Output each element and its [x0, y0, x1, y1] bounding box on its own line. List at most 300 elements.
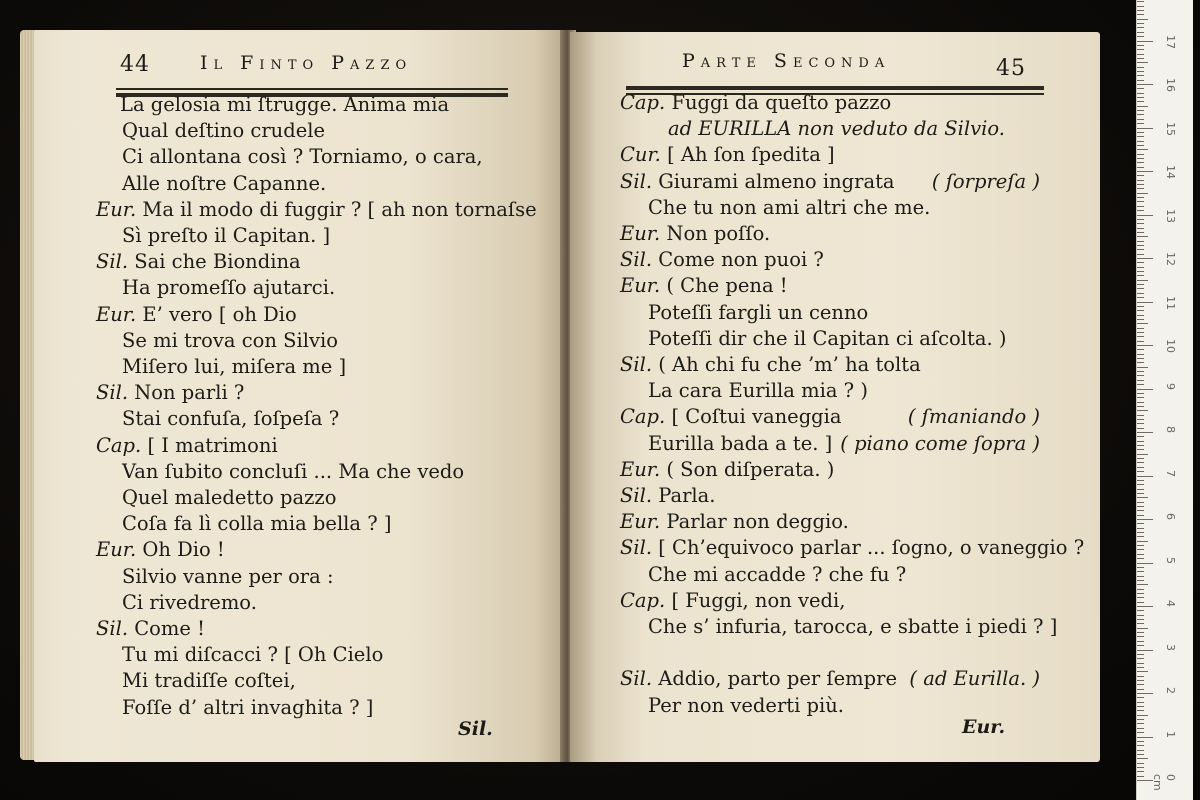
text-line — [96, 197, 537, 223]
ruler-tick — [1137, 389, 1153, 390]
text-line — [122, 695, 373, 721]
text-line — [620, 483, 716, 509]
ruler-tick — [1137, 80, 1144, 81]
verse-text: ( Che pena ! — [666, 274, 788, 298]
ruler-tick — [1137, 589, 1144, 590]
ruler-tick — [1137, 497, 1148, 498]
ruler-tick — [1137, 676, 1144, 677]
ruler-tick — [1137, 6, 1144, 7]
text-line — [122, 354, 346, 380]
ruler-tick — [1137, 758, 1148, 759]
ruler-tick — [1137, 719, 1144, 720]
ruler-tick — [1137, 619, 1144, 620]
speaker-label: Eur. — [620, 222, 667, 245]
text-line — [620, 169, 895, 195]
text-line — [122, 406, 339, 432]
header-rule-thin — [116, 88, 508, 90]
ruler-tick — [1137, 75, 1144, 76]
ruler-label: 5 — [1164, 556, 1177, 564]
ruler-tick — [1137, 219, 1144, 220]
speaker-label: Sil. — [96, 250, 135, 274]
ruler-tick — [1137, 510, 1144, 511]
text-line — [122, 564, 334, 590]
right-page-number: 45 — [996, 56, 1026, 81]
text-line — [120, 92, 449, 118]
text-line — [620, 221, 770, 247]
text-line — [620, 457, 834, 483]
text-line — [96, 380, 244, 406]
text-line — [620, 273, 788, 299]
ruler-tick — [1137, 506, 1144, 507]
verse-text: Addio, parto per ſempre — [658, 667, 897, 691]
right-page-header — [570, 46, 1100, 86]
verse-text: [ Fuggi, non vedi, — [671, 588, 846, 612]
ruler-tick — [1137, 41, 1153, 42]
text-line — [122, 511, 392, 537]
ruler-tick — [1137, 415, 1144, 416]
ruler-tick — [1137, 101, 1144, 102]
verse-text: Tu mi diſcacci ? [ Oh Cielo — [122, 643, 384, 667]
ruler-tick — [1137, 336, 1144, 337]
ruler-tick — [1137, 175, 1144, 176]
text-line — [122, 144, 483, 170]
ruler-tick — [1137, 449, 1144, 450]
ruler-tick — [1137, 145, 1144, 146]
ruler-tick — [1137, 19, 1148, 20]
speaker-label: Sil. — [620, 667, 659, 691]
ruler-tick — [1137, 697, 1144, 698]
ruler-tick — [1137, 458, 1144, 459]
ruler-tick — [1137, 297, 1144, 298]
verse-text: E’ vero [ oh Dio — [142, 302, 297, 326]
ruler-tick — [1137, 502, 1144, 503]
ruler-tick — [1137, 158, 1144, 159]
verse-text: Ci rivedremo. — [122, 590, 257, 614]
ruler-tick — [1137, 36, 1144, 37]
ruler-tick — [1137, 288, 1144, 289]
verse-text: Poteſſi dir che il Capitan ci aſcolta. ) — [648, 326, 1007, 350]
ruler-tick — [1137, 454, 1148, 455]
verse-text: La cara Eurilla mia ? ) — [648, 379, 868, 403]
ruler-tick — [1137, 10, 1144, 11]
verse-text: Se mi trova con Silvio — [122, 328, 339, 352]
ruler-tick — [1137, 667, 1144, 668]
right-page — [570, 32, 1100, 762]
ruler-tick — [1137, 554, 1144, 555]
text-line — [620, 404, 842, 430]
ruler-label: 11 — [1164, 295, 1177, 310]
ruler-label: 16 — [1164, 78, 1177, 92]
ruler-tick — [1137, 723, 1144, 724]
ruler-tick — [1137, 576, 1144, 577]
ruler-tick — [1137, 419, 1144, 420]
speaker-label: Cap. — [620, 91, 672, 114]
speaker-label: Sil. — [620, 484, 659, 507]
text-line — [122, 171, 326, 197]
text-line — [620, 509, 849, 535]
ruler-tick — [1137, 610, 1144, 611]
ruler-tick — [1137, 597, 1144, 598]
ruler-label: 1 — [1164, 730, 1177, 738]
ruler-tick — [1137, 362, 1144, 363]
ruler-tick — [1137, 45, 1144, 46]
ruler-tick — [1137, 689, 1144, 690]
verse-text: [ Ah ſon ſpedita ] — [667, 143, 835, 167]
ruler-tick — [1137, 354, 1144, 355]
speaker-label: Eur. — [96, 538, 143, 562]
ruler-tick — [1137, 593, 1144, 594]
ruler-tick — [1137, 249, 1144, 250]
verse-text: Come non puoi ? — [658, 248, 824, 272]
verse-text: Sì preſto il Capitan. ] — [122, 224, 331, 247]
text-line — [122, 590, 257, 616]
ruler-tick — [1137, 345, 1153, 346]
ruler-tick — [1137, 732, 1144, 733]
verse-text: Ha promeſſo ajutarci. — [122, 276, 336, 300]
verse-text: [ I matrimoni — [147, 433, 278, 457]
ruler-tick — [1137, 536, 1144, 537]
ruler-tick — [1137, 332, 1144, 333]
verse-text: Van ſubito concluſi ... Ma che vedo — [122, 459, 465, 483]
ruler-tick — [1137, 523, 1144, 524]
ruler-tick — [1137, 32, 1144, 33]
ruler-tick — [1137, 367, 1148, 368]
ruler-tick — [1137, 632, 1144, 633]
verse-text: Foſſe d’ altri invaghita ? ] — [122, 695, 374, 719]
ruler-tick — [1137, 462, 1144, 463]
verse-text: Non parli ? — [134, 381, 245, 405]
ruler-tick — [1137, 380, 1144, 381]
text-line — [122, 328, 338, 354]
ruler-label: 10 — [1164, 339, 1177, 353]
ruler-tick — [1137, 306, 1144, 307]
text-line — [620, 90, 891, 116]
ruler-tick — [1137, 467, 1144, 468]
ruler-tick — [1137, 754, 1144, 755]
text-line — [648, 431, 832, 457]
ruler-tick — [1137, 210, 1144, 211]
ruler-label: 13 — [1164, 208, 1177, 223]
left-running-title: Il Finto Pazzo — [200, 52, 413, 74]
text-line — [122, 223, 330, 249]
ruler-tick — [1137, 410, 1148, 411]
ruler-tick — [1137, 471, 1144, 472]
ruler-tick — [1137, 584, 1148, 585]
verse-text: Come ! — [134, 617, 205, 640]
ruler-tick — [1137, 271, 1144, 272]
ruler-tick — [1137, 436, 1144, 437]
ruler-tick — [1137, 428, 1144, 429]
verse-text: Quel maledetto pazzo — [122, 486, 337, 509]
ruler-tick — [1137, 684, 1144, 685]
ruler-label: 15 — [1164, 121, 1177, 136]
speaker-label: Sil. — [620, 248, 659, 272]
verse-text: ( Ah chi fu che ’m’ ha tolta — [658, 353, 921, 376]
ruler-tick — [1137, 710, 1144, 711]
ruler-tick — [1137, 223, 1144, 224]
ruler-tick — [1137, 563, 1153, 564]
text-line — [648, 195, 930, 221]
text-line — [668, 116, 1005, 142]
ruler-tick — [1137, 149, 1148, 150]
right-catchword: Eur. — [962, 716, 1006, 738]
ruler-label: 6 — [1164, 513, 1177, 520]
ruler-tick — [1137, 776, 1144, 777]
text-line — [620, 588, 845, 614]
verse-text: Ci allontana così ? Torniamo, o cara, — [122, 145, 483, 169]
speaker-label: Cap. — [620, 405, 672, 429]
text-line — [122, 668, 296, 694]
verse-text: ( Son diſperata. ) — [666, 457, 835, 481]
ruler-tick — [1137, 341, 1144, 342]
ruler-tick — [1137, 658, 1144, 659]
speaker-label: Cur. — [620, 143, 668, 167]
ruler-tick — [1137, 393, 1144, 394]
speaker-label: Eur. — [620, 510, 667, 534]
verse-text: Ma il modo di fuggir ? [ ah non tornaſse — [142, 197, 537, 221]
ruler-tick — [1137, 262, 1144, 263]
verse-text: Per non vederti più. — [648, 693, 845, 717]
ruler-tick — [1137, 641, 1144, 642]
ruler-tick — [1137, 1, 1144, 2]
ruler-tick — [1137, 375, 1144, 376]
left-page-header — [34, 44, 566, 84]
speaker-label: Eur. — [620, 274, 667, 298]
ruler-tick — [1137, 171, 1153, 172]
ruler-tick — [1137, 328, 1144, 329]
ruler-tick — [1137, 123, 1144, 124]
ruler-tick — [1137, 136, 1144, 137]
speaker-label: Eur. — [620, 457, 667, 481]
ruler-label: 14 — [1164, 165, 1177, 179]
ruler-tick — [1137, 558, 1144, 559]
left-catchword: Sil. — [458, 718, 493, 740]
text-line — [96, 537, 225, 563]
ruler-tick — [1137, 62, 1148, 63]
ruler-tick — [1137, 571, 1144, 572]
ruler-tick — [1137, 493, 1144, 494]
left-page — [34, 30, 566, 762]
ruler-tick — [1137, 58, 1144, 59]
ruler-tick — [1137, 201, 1144, 202]
ruler-tick — [1137, 206, 1144, 207]
ruler-tick — [1137, 275, 1144, 276]
ruler-tick — [1137, 254, 1144, 255]
ruler-tick — [1137, 228, 1144, 229]
ruler-tick — [1137, 358, 1144, 359]
ruler-tick — [1137, 384, 1144, 385]
text-line — [122, 485, 336, 511]
ruler-tick — [1137, 702, 1144, 703]
ruler-label: 7 — [1164, 469, 1177, 477]
ruler-tick — [1137, 215, 1153, 216]
text-line — [620, 247, 824, 273]
ruler-tick — [1137, 310, 1144, 311]
verse-text: Sai che Biondina — [134, 250, 301, 274]
ruler-tick — [1137, 71, 1144, 72]
ruler-label: 8 — [1164, 426, 1177, 433]
text-line — [648, 562, 906, 588]
ruler-tick — [1137, 484, 1144, 485]
speaker-label: Sil. — [96, 617, 135, 640]
ruler-tick — [1137, 88, 1144, 89]
text-line — [648, 326, 1007, 352]
ruler-tick — [1137, 515, 1144, 516]
ruler-tick — [1137, 119, 1144, 120]
ruler-tick — [1137, 106, 1148, 107]
ruler-tick — [1137, 650, 1153, 651]
verse-text: Parla. — [658, 484, 716, 507]
verse-text: Che s’ infuria, tarocca, e sbatte i piedi ? ] — [648, 615, 1058, 638]
speaker-label: Sil. — [620, 353, 659, 376]
ruler-tick — [1137, 132, 1144, 133]
ruler-tick — [1137, 441, 1144, 442]
ruler-tick — [1137, 663, 1144, 664]
ruler-tick — [1137, 27, 1144, 28]
speaker-label: Sil. — [620, 536, 659, 560]
ruler-tick — [1137, 767, 1144, 768]
ruler-tick — [1137, 14, 1144, 15]
stage-direction: ( ſmaniando ) — [907, 405, 1040, 429]
ruler-tick — [1137, 636, 1144, 637]
ruler-tick — [1137, 114, 1144, 115]
ruler-tick — [1137, 323, 1148, 324]
ruler-label: 12 — [1164, 252, 1177, 266]
ruler-tick — [1137, 193, 1148, 194]
ruler-label: 2 — [1164, 687, 1177, 694]
text-line — [122, 275, 335, 301]
ruler-label: 17 — [1164, 34, 1177, 49]
ruler-tick — [1137, 580, 1144, 581]
ruler-tick — [1137, 602, 1144, 603]
text-line — [648, 378, 868, 404]
verse-text: Silvio vanne per ora : — [122, 564, 334, 588]
stage-direction: ( ſorpreſa ) — [931, 169, 1040, 193]
ruler-label: 0 cm — [1151, 774, 1177, 791]
ruler-tick — [1137, 545, 1144, 546]
speaker-label: Cap. — [620, 588, 672, 612]
verse-text: Che mi accadde ? che fu ? — [648, 562, 907, 586]
ruler-tick — [1137, 423, 1144, 424]
ruler-tick — [1137, 432, 1153, 433]
text-line — [620, 142, 835, 168]
ruler-tick — [1137, 293, 1144, 294]
ruler-tick — [1137, 97, 1144, 98]
ruler-tick — [1137, 84, 1153, 85]
verse-text: [ Coſtui vaneggia — [671, 405, 842, 429]
ruler-tick — [1137, 280, 1148, 281]
text-line — [122, 642, 383, 668]
stage-direction: ( piano come ſopra ) — [840, 431, 1040, 455]
ruler-tick — [1137, 245, 1144, 246]
ruler-tick — [1137, 519, 1153, 520]
verse-text: La gelosia mi ſtrugge. Anima mia — [120, 93, 450, 116]
verse-text: Oh Dio ! — [142, 538, 225, 562]
text-line — [620, 352, 921, 378]
ruler-tick — [1137, 302, 1153, 303]
text-line — [96, 616, 205, 642]
ruler-tick — [1137, 445, 1144, 446]
ruler-tick — [1137, 528, 1144, 529]
ruler-tick — [1137, 402, 1144, 403]
ruler-tick — [1137, 128, 1153, 129]
ruler-tick — [1137, 236, 1148, 237]
ruler-tick — [1137, 549, 1144, 550]
ruler-tick — [1137, 771, 1144, 772]
ruler-tick — [1137, 606, 1153, 607]
ruler-tick — [1137, 162, 1144, 163]
verse-text: Parlar non deggio. — [666, 510, 849, 534]
ruler-tick — [1137, 349, 1144, 350]
ruler-tick — [1137, 476, 1153, 477]
text-line — [122, 118, 325, 144]
ruler-tick — [1137, 728, 1144, 729]
ruler-tick — [1137, 763, 1144, 764]
ruler-tick — [1137, 258, 1153, 259]
ruler-tick — [1137, 54, 1144, 55]
verse-text: Che tu non ami altri che me. — [648, 195, 931, 219]
text-line — [648, 300, 868, 326]
verse-text: Giurami almeno ingrata — [658, 169, 895, 193]
verse-text: Coſa fa lì colla mia bella ? ] — [122, 512, 392, 536]
ruler-tick — [1137, 49, 1144, 50]
verse-text: Mi tradiſſe coſtei, — [122, 669, 296, 693]
ruler-tick — [1137, 315, 1144, 316]
text-line — [620, 666, 897, 692]
text-line — [620, 535, 1084, 561]
ruler-tick — [1137, 671, 1148, 672]
verse-text: Eurilla bada a te. ] — [648, 431, 833, 455]
speaker-label: Sil. — [96, 381, 135, 405]
ruler-tick — [1137, 397, 1144, 398]
ruler-tick — [1137, 706, 1144, 707]
ruler-tick — [1137, 567, 1144, 568]
speaker-label: Eur. — [96, 197, 143, 221]
ruler-tick — [1137, 267, 1144, 268]
ruler-tick — [1137, 23, 1144, 24]
ruler-label: 3 — [1164, 643, 1177, 651]
ruler-tick — [1137, 693, 1153, 694]
ruler-tick — [1137, 480, 1144, 481]
verse-text: Fuggi da queſto pazzo — [671, 91, 892, 114]
ruler-tick — [1137, 489, 1144, 490]
ruler-tick — [1137, 645, 1144, 646]
verse-text: Poteſſi fargli un cenno — [648, 300, 869, 324]
ruler-tick — [1137, 406, 1144, 407]
ruler-tick — [1137, 188, 1144, 189]
ruler-tick — [1137, 284, 1144, 285]
ruler-tick — [1137, 232, 1144, 233]
ruler-label: 9 — [1164, 382, 1177, 390]
ruler-tick — [1137, 93, 1144, 94]
verse-text: Alle noſtre Capanne. — [122, 171, 327, 195]
right-running-title: Parte Seconda — [682, 50, 891, 72]
text-line — [648, 614, 1057, 640]
ruler-tick — [1137, 241, 1144, 242]
ruler-tick — [1137, 110, 1144, 111]
ruler-tick — [1137, 197, 1144, 198]
text-line — [96, 249, 301, 275]
ruler-tick — [1137, 628, 1148, 629]
ruler-tick — [1137, 623, 1144, 624]
left-page-number: 44 — [120, 52, 150, 77]
ruler-tick — [1137, 680, 1144, 681]
ruler-tick — [1137, 371, 1144, 372]
ruler-tick — [1137, 737, 1153, 738]
verse-text: Stai confuſa, ſoſpeſa ? — [122, 407, 340, 431]
ruler-tick — [1137, 654, 1144, 655]
stage-direction: ( ad Eurilla. ) — [909, 667, 1040, 691]
